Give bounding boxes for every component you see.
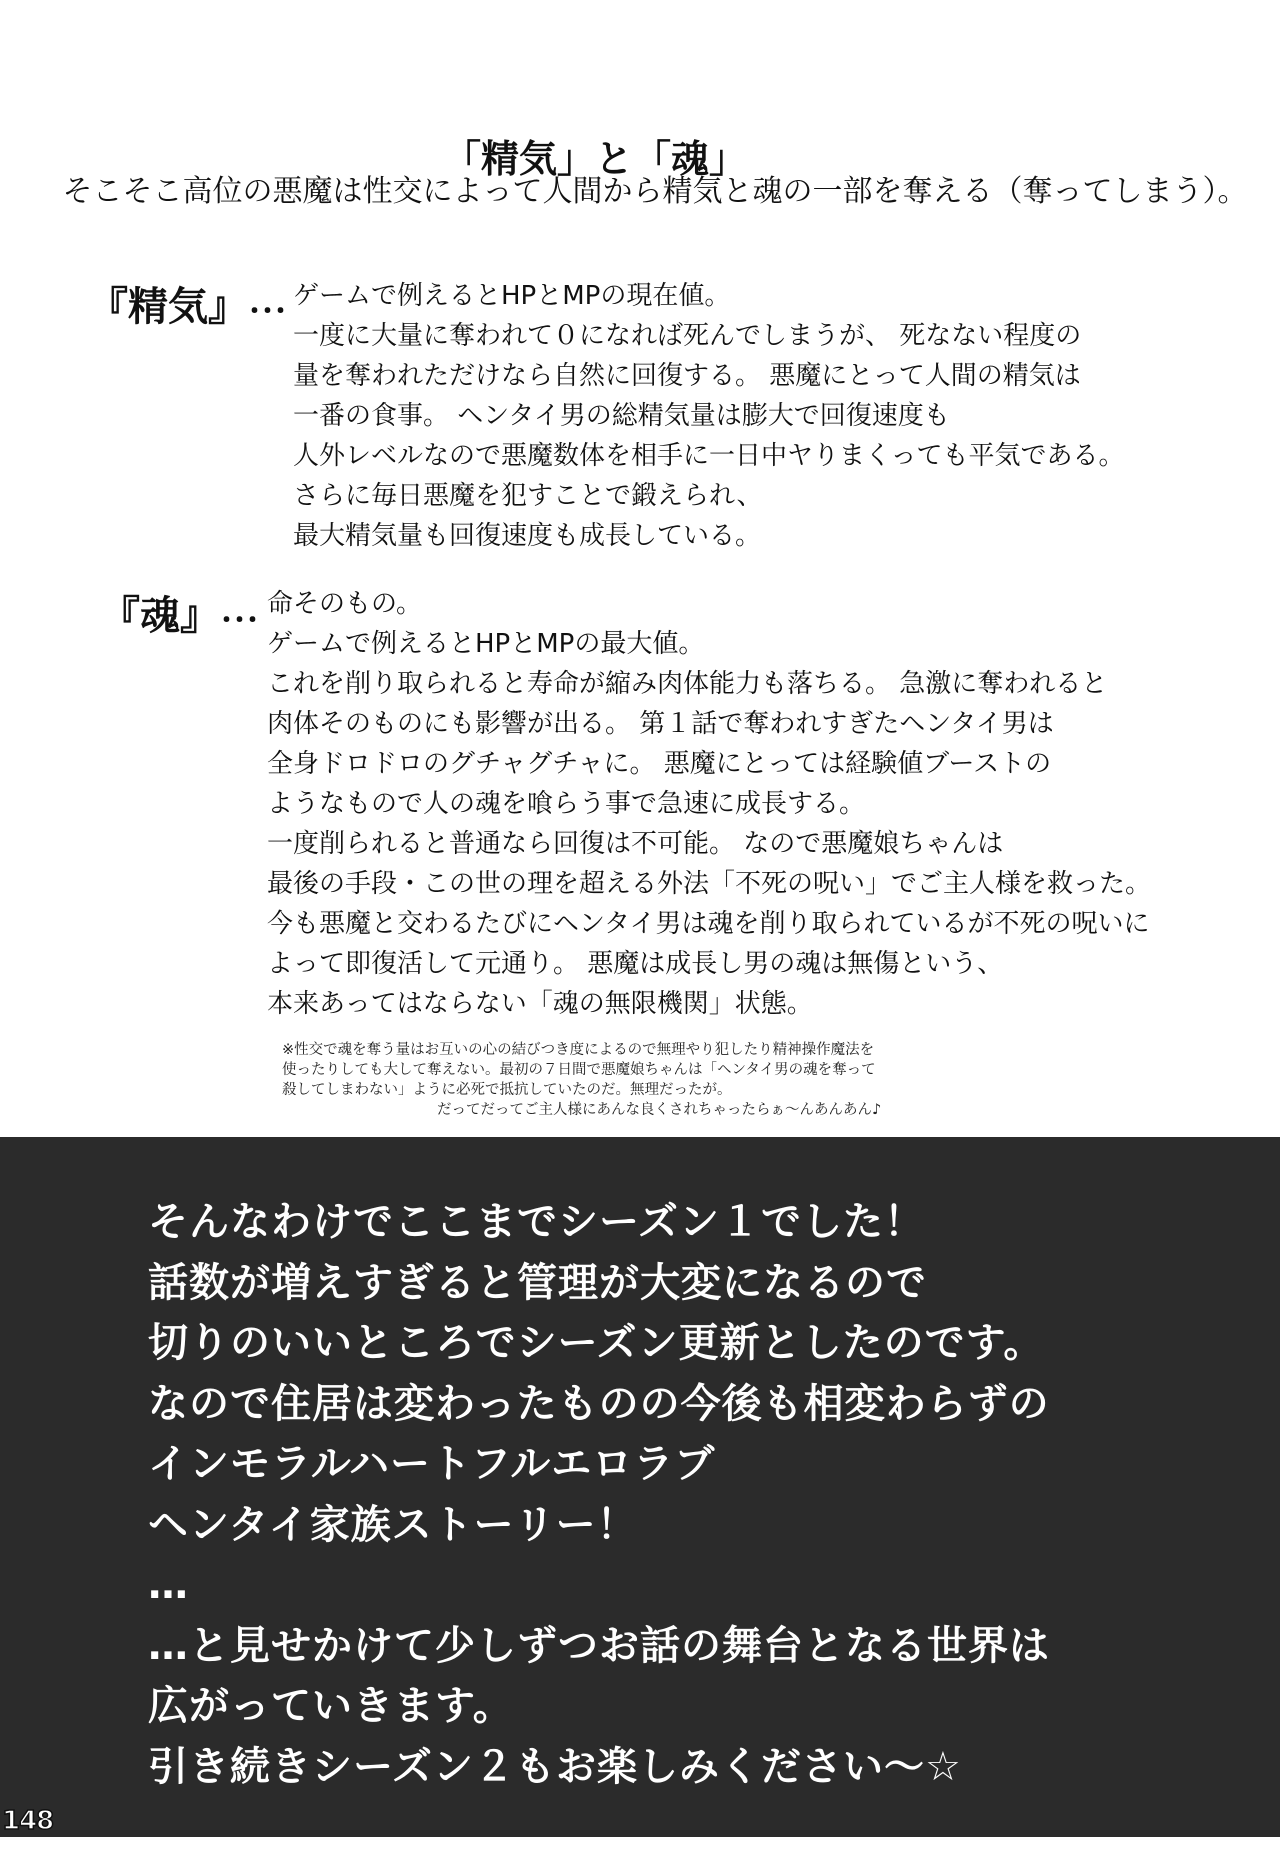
footnote-line: 殺してしまわない」ように必死で抵抗していたのだ。無理だったが。 bbox=[282, 1082, 732, 1098]
afterword-line: そんなわけでここまでシーズン１でした！ bbox=[148, 1199, 925, 1245]
seiki-line: 人外レベルなので悪魔数体を相手に一日中ヤりまくっても平気である。 bbox=[293, 441, 1125, 471]
afterword-line: … bbox=[148, 1562, 189, 1608]
page-number: 148 bbox=[2, 1806, 54, 1836]
afterword-line: 引き続きシーズン２もお楽しみください～☆ bbox=[148, 1743, 962, 1790]
tamashii-dots: ･･･ bbox=[220, 606, 260, 636]
tamashii-line: 本来あってはならない「魂の無限機関」状態。 bbox=[267, 989, 813, 1019]
tamashii-line: ようなもので人の魂を喰らう事で急速に成長する。 bbox=[267, 789, 866, 819]
afterword-line: 切りのいいところでシーズン更新としたのです。 bbox=[148, 1320, 1045, 1366]
tamashii-line: よって即復活して元通り。 悪魔は成長し男の魂は無傷という、 bbox=[267, 949, 1004, 979]
seiki-term: 『精気』 bbox=[88, 283, 248, 330]
tamashii-line: 一度削られると普通なら回復は不可能。 なので悪魔娘ちゃんは bbox=[267, 829, 1004, 859]
seiki-description bbox=[293, 276, 1124, 556]
seiki-line: ゲームで例えるとHPとMPの現在値。 bbox=[293, 281, 731, 311]
footnote-aside: だってだってご主人様にあんな良くされちゃったらぁ～んあんあん♪ bbox=[437, 1102, 882, 1118]
tamashii-line: 全身ドロドロのグチャグチャに。 悪魔にとっては経験値ブーストの bbox=[267, 749, 1052, 779]
intro-text: そこそこ高位の悪魔は性交によって人間から精気と魂の一部を奪える（奪ってしまう）。 bbox=[62, 174, 1248, 209]
tamashii-term: 『魂』 bbox=[100, 592, 220, 639]
seiki-term-label bbox=[88, 275, 287, 332]
seiki-line: 量を奪われただけなら自然に回復する。 悪魔にとって人間の精気は bbox=[293, 361, 1081, 391]
tamashii-line: 肉体そのものにも影響が出る。 第１話で奪われすぎたヘンタイ男は bbox=[267, 709, 1054, 739]
tamashii-line: 命そのもの。 bbox=[267, 589, 422, 619]
tamashii-term-label bbox=[100, 584, 259, 641]
afterword-line: インモラルハートフルエロラブ bbox=[148, 1441, 716, 1487]
afterword-line: なので住居は変わったものの今後も相変わらずの bbox=[148, 1380, 1050, 1427]
afterword-line: 広がっていきます。 bbox=[148, 1683, 514, 1729]
tamashii-line: 今も悪魔と交わるたびにヘンタイ男は魂を削り取られているが不死の呪いに bbox=[267, 909, 1150, 939]
seiki-dots: ･･･ bbox=[248, 297, 288, 327]
afterword-line: 話数が増えすぎると管理が大変になるので bbox=[148, 1259, 927, 1306]
seiki-line: さらに毎日悪魔を犯すことで鍛えられ、 bbox=[293, 481, 763, 511]
tamashii-line: ゲームで例えるとHPとMPの最大値。 bbox=[267, 629, 705, 659]
seiki-line: 一度に大量に奪われて０になれば死んでしまうが、 死なない程度の bbox=[293, 321, 1082, 351]
footnote-line: ※性交で魂を奪う量はお互いの心の結びつき度によるので無理やり犯したり精神操作魔法を bbox=[282, 1042, 875, 1058]
page-title: 「精気」と「魂」 bbox=[442, 136, 747, 181]
tamashii-line: 最後の手段・この世の理を超える外法「不死の呪い」でご主人様を救った。 bbox=[267, 869, 1152, 899]
tamashii-line: これを削り取られると寿命が縮み肉体能力も落ちる。 急激に奪われると bbox=[267, 669, 1108, 699]
footnote bbox=[282, 1040, 1042, 1120]
afterword-text bbox=[148, 1192, 1050, 1797]
afterword-line: …と見せかけて少しずつお話の舞台となる世界は bbox=[148, 1622, 1050, 1669]
tamashii-description bbox=[267, 584, 1151, 1024]
footnote-line: 使ったりしても大して奪えない。最初の７日間で悪魔娘ちゃんは「ヘンタイ男の魂を奪って bbox=[282, 1062, 876, 1078]
afterword-line: ヘンタイ家族ストーリー！ bbox=[148, 1501, 638, 1548]
seiki-line: 一番の食事。 ヘンタイ男の総精気量は膨大で回復速度も bbox=[293, 401, 950, 431]
seiki-line: 最大精気量も回復速度も成長している。 bbox=[293, 521, 762, 551]
